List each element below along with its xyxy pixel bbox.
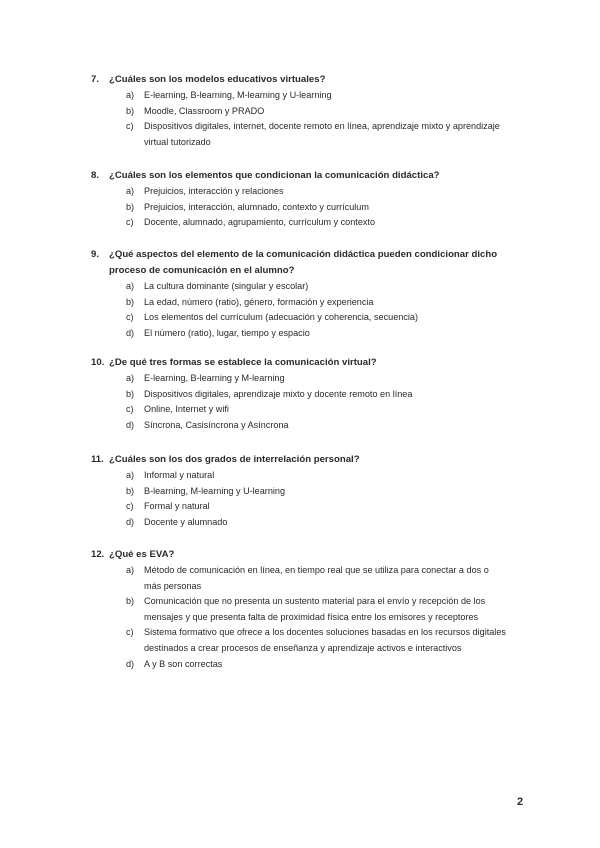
answer-options — [0, 468, 600, 530]
option-letter: c) — [126, 217, 134, 228]
answer-option — [0, 119, 600, 150]
option-text: Docente, alumnado, agrupamiento, currículum y contexto — [144, 217, 376, 228]
option-letter: c) — [126, 627, 134, 638]
question-text: ¿Cuáles son los modelos educativos virtuales? — [109, 74, 326, 85]
answer-options — [0, 184, 600, 231]
option-text: Dispositivos digitales, aprendizaje mixto y docente remoto en línea — [144, 388, 413, 399]
option-text: La edad, número (ratio), género, formación y experiencia — [144, 296, 374, 307]
option-letter: b) — [126, 105, 135, 116]
option-letter: a) — [126, 565, 135, 575]
option-text: E-learning, B-learning, M-learning y U-learning — [144, 90, 332, 100]
question-text: ¿De qué tres formas se establece la comunicación virtual? — [109, 357, 377, 368]
option-letter: b) — [126, 201, 135, 212]
question-text: ¿Qué es EVA? — [109, 549, 175, 560]
option-text: B-learning, M-learning y U-learning — [144, 485, 286, 496]
option-text: Prejuicios, interacción y relaciones — [144, 186, 284, 196]
option-text: Comunicación que no presenta un sustento material para el envío y recepción de los mensajes y que presenta falta de proximidad física entre los emisores y receptores — [144, 596, 486, 622]
option-letter: c) — [126, 501, 134, 512]
question-number: 7. — [91, 74, 100, 85]
option-letter: c) — [126, 404, 134, 415]
option-text: Moodle, Classroom y PRADO — [144, 105, 265, 116]
option-letter: c) — [126, 121, 134, 132]
question-text: ¿Cuáles son los dos grados de interrelación personal? — [109, 454, 360, 465]
question-text: ¿Qué aspectos del elemento de la comunicación didáctica pueden condicionar dicho proceso de comunicación en el alumno? — [109, 249, 498, 276]
option-text: Informal y natural — [144, 470, 215, 480]
option-letter: a) — [126, 186, 135, 196]
answer-option-correct — [0, 625, 600, 656]
answer-options — [0, 371, 600, 433]
option-letter: c) — [126, 312, 134, 323]
option-text: Online, Internet y wifi — [144, 404, 229, 415]
answer-option — [0, 310, 600, 326]
answer-option — [0, 279, 600, 295]
option-letter: d) — [126, 327, 135, 338]
option-text: Sistema formativo que ofrece a los docentes soluciones basadas en los recursos digitales destinados a crear procesos de enseñanza y aprendizaje activos e interactivos — [144, 627, 506, 653]
question-number: 12. — [91, 549, 105, 560]
page-number: 2 — [517, 796, 524, 808]
answer-option — [0, 387, 600, 403]
answer-options — [0, 279, 600, 341]
option-letter: a) — [126, 373, 135, 383]
answer-option — [0, 468, 600, 484]
option-text: Docente y alumnado — [144, 516, 228, 527]
answer-option-correct — [0, 499, 600, 515]
answer-option — [0, 594, 600, 625]
option-text: Dispositivos digitales, internet, docente remoto en línea, aprendizaje mixto y aprendizaje virtual tutorizado — [144, 121, 500, 147]
answer-option — [0, 402, 600, 418]
answer-option — [0, 515, 600, 531]
option-text: Los elementos del currículum (adecuación y coherencia, secuencia) — [144, 312, 418, 323]
answer-option — [0, 657, 600, 673]
option-letter: b) — [126, 596, 135, 607]
option-text: El número (ratio), lugar, tiempo y espacio — [144, 327, 310, 338]
answer-option — [0, 326, 600, 342]
option-text: Método de comunicación en línea, en tiempo real que se utiliza para conectar a dos o más personas — [144, 565, 489, 591]
answer-option-correct — [0, 215, 600, 231]
option-text: Formal y natural — [144, 501, 210, 512]
answer-option — [0, 563, 600, 594]
option-text: E-learning, B-learning y M-learning — [144, 373, 285, 383]
question-number: 10. — [91, 357, 105, 368]
option-letter: d) — [126, 658, 135, 669]
option-letter: d) — [126, 516, 135, 527]
question-text: ¿Cuáles son los elementos que condicionan la comunicación didáctica? — [109, 170, 440, 181]
answer-option-correct — [0, 418, 600, 434]
answer-option — [0, 104, 600, 120]
option-text: Prejuicios, interacción, alumnado, contexto y currículum — [144, 201, 369, 212]
option-letter: b) — [126, 388, 135, 399]
answer-options — [0, 88, 600, 150]
answer-options — [0, 563, 600, 672]
answer-option — [0, 200, 600, 216]
question-number: 11. — [91, 454, 104, 465]
option-letter: a) — [126, 281, 135, 291]
answer-option — [0, 371, 600, 387]
option-text: La cultura dominante (singular y escolar) — [144, 281, 309, 291]
answer-option-correct — [0, 295, 600, 311]
answer-option — [0, 484, 600, 500]
option-letter: a) — [126, 90, 135, 100]
answer-option-correct — [0, 88, 600, 104]
option-letter: a) — [126, 470, 135, 480]
question-number: 9. — [91, 249, 100, 260]
option-text: A y B son correctas — [144, 658, 223, 669]
question-number: 8. — [91, 170, 100, 181]
option-letter: b) — [126, 296, 135, 307]
option-text: Síncrona, Casisíncrona y Asíncrona — [144, 419, 289, 430]
option-letter: d) — [126, 419, 135, 430]
option-letter: b) — [126, 485, 135, 496]
answer-option — [0, 184, 600, 200]
